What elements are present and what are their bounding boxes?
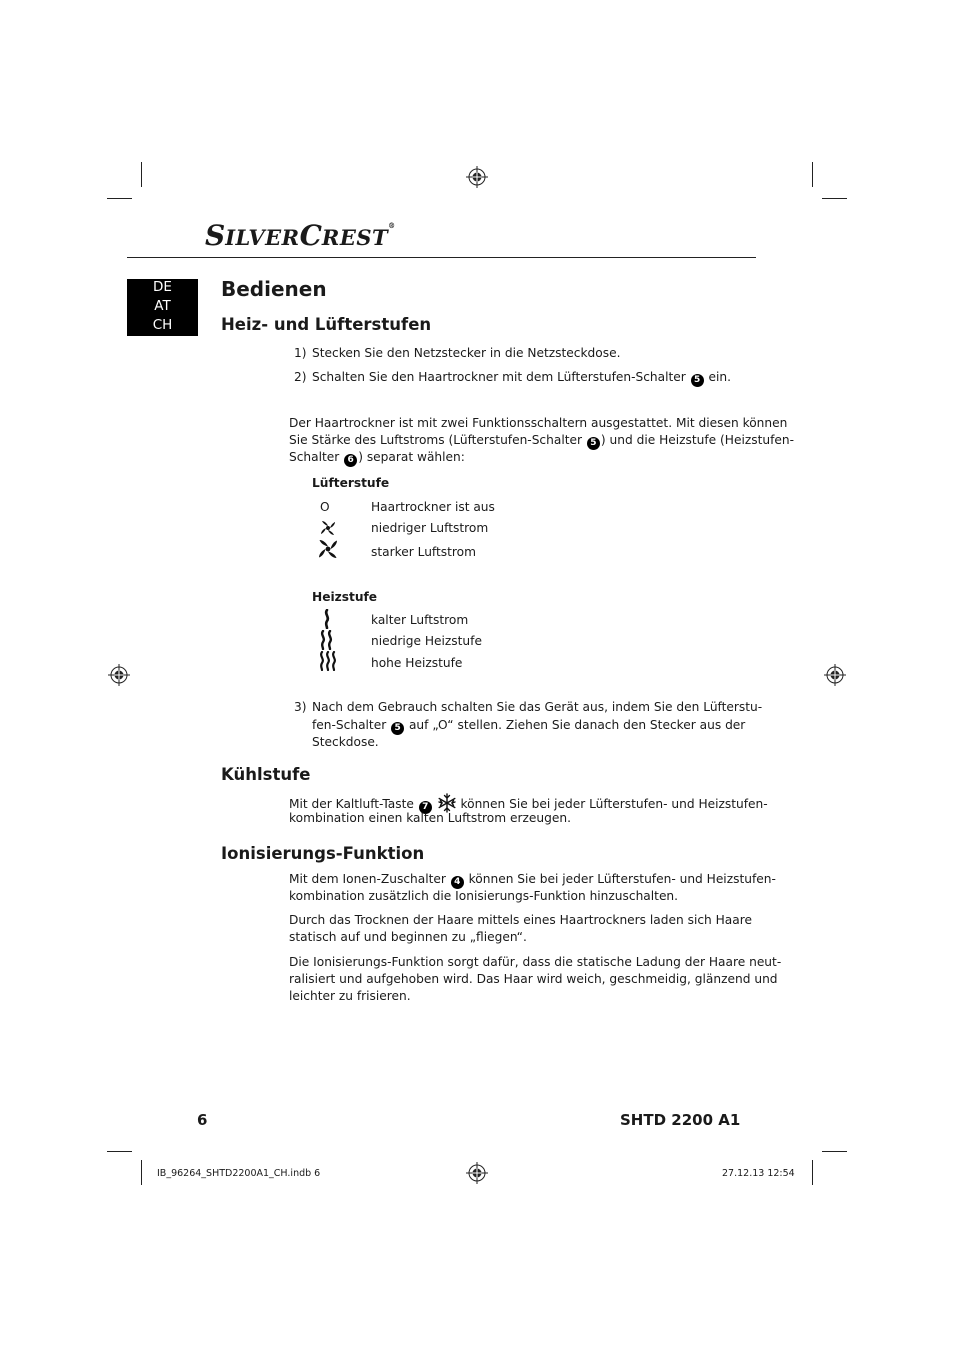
legend-label: niedriger Luftstrom — [371, 521, 489, 535]
model-number: SHTD 2200 A1 — [620, 1111, 741, 1129]
crop-mark — [141, 162, 142, 187]
text-fragment: fen-Schalter — [312, 718, 387, 732]
ref-number-badge: 7 — [419, 801, 432, 814]
paragraph-line: Durch das Trocknen der Haare mittels eines Haartrockners laden sich Haare — [289, 913, 752, 927]
section-heading: Kühlstufe — [221, 765, 311, 784]
crop-mark — [812, 1160, 813, 1185]
paragraph-line: statisch auf und beginnen zu „fliegen“. — [289, 930, 527, 944]
paragraph-line — [289, 449, 465, 467]
text-fragment: ein. — [708, 370, 732, 384]
legend-label: kalter Luftstrom — [371, 613, 469, 627]
ref-number-badge: 5 — [587, 437, 600, 450]
ref-number-badge: 5 — [391, 722, 404, 735]
legend-label: hohe Heizstufe — [371, 656, 463, 670]
heat-wave-2-icon — [318, 630, 336, 650]
step-text: Steckdose. — [312, 735, 379, 749]
text-fragment: können Sie bei jeder Lüfterstufen- und Heizstufen- — [460, 797, 768, 811]
text-fragment: können Sie bei jeder Lüfterstufen- und Heizstufen- — [468, 872, 776, 886]
ref-number-badge: 6 — [344, 454, 357, 467]
registered-mark: ® — [388, 221, 396, 230]
crop-mark — [141, 1160, 142, 1185]
heat-wave-1-icon — [320, 609, 334, 629]
legend-label: Haartrockner ist aus — [371, 500, 495, 514]
crop-mark — [107, 198, 132, 199]
brand-letters: REST — [321, 225, 389, 250]
text-fragment: Sie Stärke des Luftstroms (Lüfterstufen-Schalter — [289, 433, 583, 447]
legend-label: niedrige Heizstufe — [371, 634, 482, 648]
brand-letter: C — [299, 219, 322, 252]
brand-logo — [205, 219, 395, 252]
step-text: Nach dem Gebrauch schalten Sie das Gerät aus, indem Sie den Lüfterstu- — [312, 700, 763, 714]
section-heading: Heiz- und Lüfterstufen — [221, 315, 432, 334]
page-number: 6 — [197, 1111, 208, 1129]
registration-mark-icon — [108, 664, 130, 686]
step-text: Stecken Sie den Netzstecker in die Netzsteckdose. — [312, 346, 621, 360]
fan-low-icon — [318, 518, 338, 538]
crop-mark — [822, 1151, 847, 1152]
paragraph-line: ralisiert und aufgehoben wird. Das Haar wird weich, geschmeidig, glänzend und — [289, 972, 778, 986]
language-code: DE — [153, 279, 172, 295]
print-slug-file: IB_96264_SHTD2200A1_CH.indb 6 — [157, 1168, 321, 1179]
heat-wave-3-icon — [318, 651, 338, 671]
brand-letters: ILVER — [225, 225, 300, 250]
text-fragment: ) separat wählen: — [358, 450, 465, 464]
paragraph-line: kombination zusätzlich die Ionisierungs-Funktion hinzuschalten. — [289, 889, 679, 903]
registration-mark-icon — [466, 166, 488, 188]
step-text — [312, 717, 745, 735]
crop-mark — [107, 1151, 132, 1152]
step-text — [312, 369, 731, 387]
text-fragment: auf „O“ stellen. Ziehen Sie danach den Stecker aus der — [408, 718, 746, 732]
paragraph-line: kombination einen kalten Luftstrom erzeugen. — [289, 811, 571, 825]
step-number: 2) — [294, 370, 307, 384]
fan-high-icon — [316, 537, 340, 561]
header-rule — [127, 257, 756, 258]
crop-mark — [812, 162, 813, 187]
language-code: AT — [154, 298, 171, 314]
text-fragment: Schalter — [289, 450, 340, 464]
section-heading: Ionisierungs-Funktion — [221, 844, 425, 863]
paragraph-line: Der Haartrockner ist mit zwei Funktionsschaltern ausgestattet. Mit diesen können — [289, 416, 788, 430]
registration-mark-icon — [466, 1162, 488, 1184]
paragraph-line: Die Ionisierungs-Funktion sorgt dafür, dass die statische Ladung der Haare neut- — [289, 955, 782, 969]
subsection-title: Heizstufe — [312, 590, 378, 604]
text-fragment: ) und die Heizstufe (Heizstufen- — [600, 433, 794, 447]
language-tab — [127, 279, 198, 336]
legend-label: starker Luftstrom — [371, 545, 476, 559]
off-circle-icon: O — [320, 500, 330, 514]
registration-mark-icon — [824, 664, 846, 686]
paragraph-line: leichter zu frisieren. — [289, 989, 411, 1003]
text-fragment: Schalten Sie den Haartrockner mit dem Lüfterstufen-Schalter — [312, 370, 686, 384]
ref-number-badge: 5 — [691, 374, 704, 387]
crop-mark — [822, 198, 847, 199]
brand-letter: S — [205, 219, 226, 252]
ref-number-badge: 4 — [451, 876, 464, 889]
text-fragment: Mit dem Ionen-Zuschalter — [289, 872, 446, 886]
step-number: 3) — [294, 700, 307, 714]
language-code: CH — [152, 317, 173, 333]
paragraph-line — [289, 871, 776, 889]
step-number: 1) — [294, 346, 307, 360]
paragraph-line — [289, 432, 794, 450]
page-title: Bedienen — [221, 277, 327, 301]
subsection-title: Lüfterstufe — [312, 476, 390, 490]
text-fragment: Mit der Kaltluft-Taste — [289, 797, 414, 811]
print-slug-date: 27.12.13 12:54 — [722, 1168, 795, 1179]
